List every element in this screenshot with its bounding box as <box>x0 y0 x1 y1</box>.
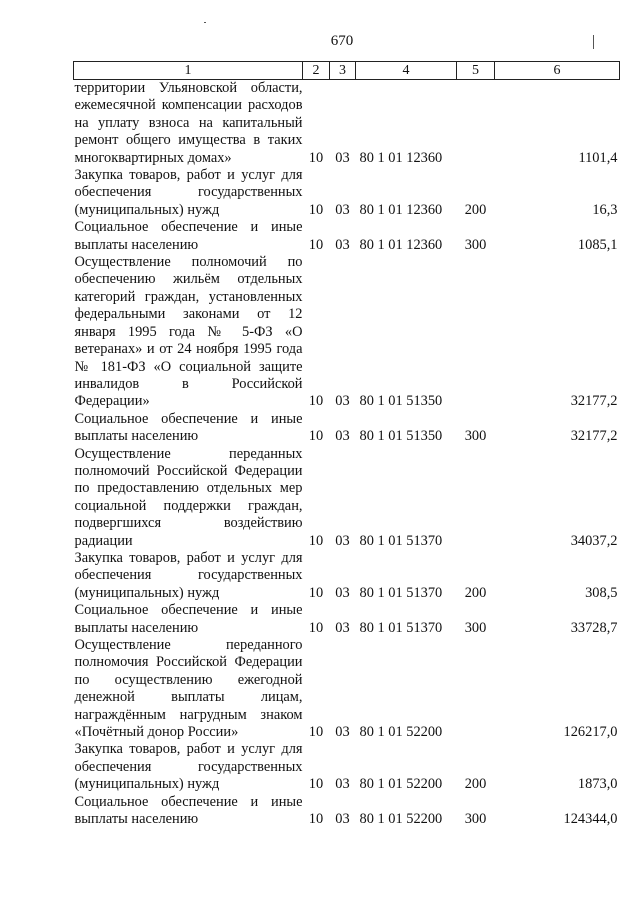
row-section: 10 <box>308 236 324 253</box>
row-amount: 34037,2 <box>570 532 618 549</box>
row-target-article: 80 1 01 52200 <box>359 811 443 828</box>
row-subsection: 03 <box>335 236 350 253</box>
row-description: Закупка товаров, работ и услуг для обеспечения государственных (муниципальных) нужд <box>74 167 303 218</box>
table-row <box>74 411 620 446</box>
row-description: Осуществление полномочий по обеспечению жильём отдельных категорий граждан, установленных федеральными законами от 12 января 1995 года № 5-ФЗ «О ветеранах» и от 24 ноября 1995 года № 181-ФЗ «О социальной защите инвалидов в Российской Федерации» <box>74 254 303 410</box>
table-header <box>74 62 620 80</box>
row-description: Закупка товаров, работ и услуг для обеспечения государственных (муниципальных) нужд <box>74 741 303 793</box>
row-section: 10 <box>308 201 324 218</box>
table-row <box>74 637 620 741</box>
row-target-article: 80 1 01 52200 <box>359 776 443 793</box>
row-expense-type: 200 <box>464 776 487 793</box>
header-col-6: 6 <box>495 62 620 80</box>
row-section: 10 <box>308 619 324 636</box>
row-subsection: 03 <box>335 776 350 793</box>
row-subsection: 03 <box>335 428 350 445</box>
header-row <box>74 62 620 80</box>
row-expense-type: 200 <box>464 201 487 218</box>
row-section: 10 <box>308 776 324 793</box>
row-section: 10 <box>308 149 324 166</box>
row-target-article: 80 1 01 12360 <box>359 236 443 253</box>
row-subsection: 03 <box>335 584 350 601</box>
row-expense-type <box>457 80 495 168</box>
table-row <box>74 794 620 829</box>
row-amount: 1101,4 <box>578 149 618 166</box>
row-description: Осуществление переданных полномочий Российской Федерации по предоставлению отдельных мер социальной поддержки граждан, подвергшихся воздействию радиации <box>74 445 303 549</box>
row-section: 10 <box>308 393 324 410</box>
table-row <box>74 550 620 602</box>
row-description: Социальное обеспечение и иные выплаты населению <box>74 219 303 253</box>
row-expense-type: 200 <box>464 584 487 601</box>
row-expense-type <box>457 637 495 741</box>
table-row <box>74 219 620 254</box>
budget-table <box>73 61 620 828</box>
row-description: территории Ульяновской области, ежемесячной компенсации расходов на уплату взноса на капитальный ремонт общего имущества в таких многоквартирных домах» <box>74 80 303 166</box>
row-target-article: 80 1 01 51370 <box>359 619 443 636</box>
row-description: Закупка товаров, работ и услуг для обеспечения государственных (муниципальных) нужд <box>74 549 303 601</box>
row-expense-type: 300 <box>464 428 487 445</box>
row-expense-type: 300 <box>464 236 487 253</box>
row-section: 10 <box>308 532 324 549</box>
row-amount: 308,5 <box>585 584 618 601</box>
row-subsection: 03 <box>335 811 350 828</box>
row-amount: 16,3 <box>592 201 618 218</box>
table-row <box>74 167 620 219</box>
header-col-1: 1 <box>74 62 303 80</box>
row-amount: 124344,0 <box>563 811 618 828</box>
row-expense-type <box>457 446 495 550</box>
row-subsection: 03 <box>335 532 350 549</box>
row-amount: 32177,2 <box>570 393 618 410</box>
header-col-2: 2 <box>303 62 330 80</box>
row-section: 10 <box>308 428 324 445</box>
row-target-article: 80 1 01 12360 <box>359 149 443 166</box>
table-row <box>74 80 620 168</box>
row-amount: 33728,7 <box>570 619 618 636</box>
row-section: 10 <box>308 724 324 741</box>
row-amount: 1085,1 <box>577 236 618 253</box>
row-subsection: 03 <box>335 149 350 166</box>
row-target-article: 80 1 01 12360 <box>359 201 443 218</box>
row-description: Социальное обеспечение и иные выплаты населению <box>74 793 303 828</box>
page-number: 670 <box>330 33 354 49</box>
table-body <box>74 80 620 829</box>
row-target-article: 80 1 01 52200 <box>359 724 443 741</box>
header-col-4: 4 <box>356 62 457 80</box>
row-subsection: 03 <box>335 724 350 741</box>
scan-mark <box>204 22 206 23</box>
row-amount: 1873,0 <box>577 776 618 793</box>
row-subsection: 03 <box>335 619 350 636</box>
row-target-article: 80 1 01 51350 <box>359 393 443 410</box>
row-subsection: 03 <box>335 393 350 410</box>
table-row <box>74 602 620 637</box>
row-expense-type: 300 <box>464 619 487 636</box>
row-expense-type <box>457 254 495 411</box>
header-col-5: 5 <box>457 62 495 80</box>
row-target-article: 80 1 01 51370 <box>359 532 443 549</box>
row-section: 10 <box>308 811 324 828</box>
row-amount: 32177,2 <box>570 428 618 445</box>
row-expense-type: 300 <box>464 811 487 828</box>
row-description: Социальное обеспечение и иные выплаты населению <box>74 602 303 636</box>
table-row <box>74 446 620 550</box>
scan-mark <box>593 35 594 49</box>
row-amount: 126217,0 <box>563 724 618 741</box>
table-row <box>74 741 620 793</box>
row-description: Осуществление переданного полномочия Российской Федерации по осуществлению ежегодной денежной выплаты лицам, награждённым нагрудным знаком «Почётный донор России» <box>74 637 303 741</box>
row-target-article: 80 1 01 51350 <box>359 428 443 445</box>
row-description: Социальное обеспечение и иные выплаты населению <box>74 410 303 445</box>
row-subsection: 03 <box>335 201 350 218</box>
row-target-article: 80 1 01 51370 <box>359 584 443 601</box>
row-section: 10 <box>308 584 324 601</box>
table-row <box>74 254 620 411</box>
header-col-3: 3 <box>330 62 356 80</box>
